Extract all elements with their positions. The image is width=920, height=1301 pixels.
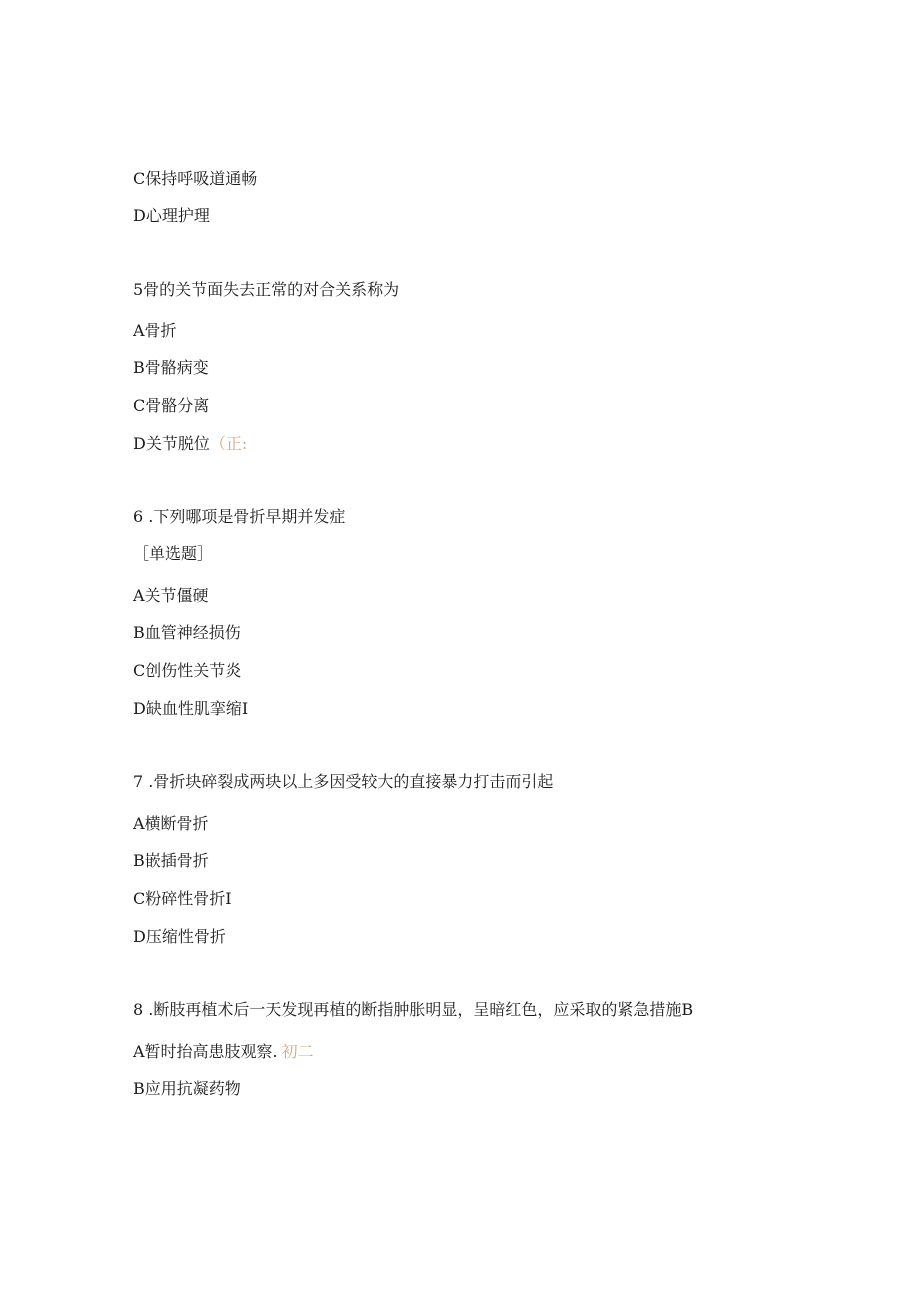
q5-stem: 5骨的关节面失去正常的对合关系称为 — [133, 280, 400, 299]
q6-type-tag: ［单选题］ — [133, 544, 214, 563]
q5-option-a: A骨折 — [133, 321, 177, 340]
q6-option-c: C创伤性关节炎 — [133, 661, 242, 680]
q5-option-d: D关节脱位 — [133, 434, 210, 453]
q7-option-d: D压缩性骨折 — [133, 927, 226, 946]
q5-option-d-row — [133, 433, 247, 455]
q8-option-a-row — [133, 1041, 314, 1063]
q7-option-c: C粉碎性骨折I — [133, 889, 232, 908]
q8-option-a: A暂时抬高患肢观察. — [133, 1042, 278, 1061]
q7-stem: 7 .骨折块碎裂成两块以上多因受较大的直接暴力打击而引起 — [133, 772, 554, 791]
q8-option-b: B应用抗凝药物 — [133, 1079, 241, 1098]
q5-option-b: B骨骼病变 — [133, 358, 209, 377]
q6-option-a: A关节僵硬 — [133, 586, 209, 605]
q6-stem: 6 .下列哪项是骨折早期并发症 — [133, 507, 346, 526]
q7-option-a: A横断骨折 — [133, 814, 209, 833]
q5-option-d-annotation: （正: — [209, 434, 248, 453]
q8-option-a-annotation: 初二 — [281, 1042, 314, 1061]
q4-option-c: C保持呼吸道通畅 — [133, 169, 258, 188]
q6-option-d: D缺血性肌挛缩I — [133, 699, 249, 718]
q7-option-b: B嵌插骨折 — [133, 851, 209, 870]
q4-option-d: D心理护理 — [133, 206, 210, 225]
q8-stem: 8 .断肢再植术后一天发现再植的断指肿胀明显，呈暗红色，应采取的紧急措施B — [133, 1000, 694, 1019]
q5-option-c: C骨骼分离 — [133, 396, 210, 415]
q6-option-b: B血管神经损伤 — [133, 623, 241, 642]
